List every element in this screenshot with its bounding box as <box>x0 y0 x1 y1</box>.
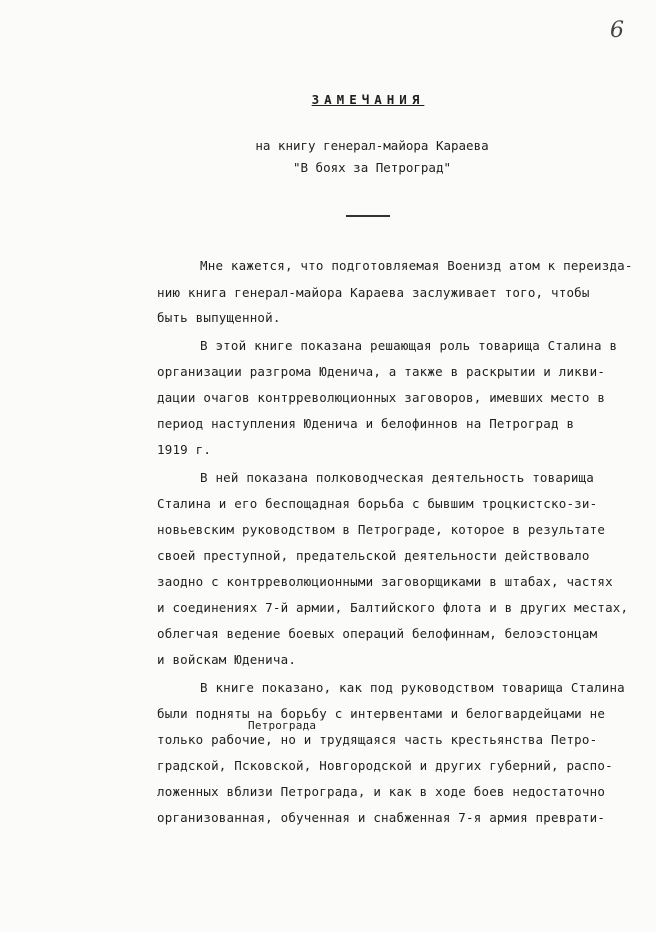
body-line: 1919 г. <box>157 442 212 457</box>
body-line: облегчая ведение боевых операций белофиннам, белоэстонцам <box>157 626 598 641</box>
body-line: градской, Псковской, Новгородской и других губерний, распо- <box>157 758 613 773</box>
body-line: В этой книге показана решающая роль товарища Сталина в <box>200 338 618 353</box>
body-line: В книге показано, как под руководством товарища Сталина <box>200 680 625 695</box>
subtitle-line-2: "В боях за Петроград" <box>292 160 452 175</box>
body-line: ложенных вблизи Петрограда, и как в ходе боев недостаточно <box>157 784 606 799</box>
body-line: быть выпущенной. <box>157 310 281 325</box>
subtitle-line-1: на книгу генерал-майора Караева <box>255 138 489 153</box>
body-line: дации очагов контрреволюционных заговоров, имевших место в <box>157 390 606 405</box>
body-line: В ней показана полководческая деятельность товарища <box>200 470 595 485</box>
separator-rule <box>346 215 390 217</box>
body-line: новьевским руководством в Петрограде, которое в результате <box>157 522 606 537</box>
handwritten-insertion: Петрограда <box>248 719 317 732</box>
body-line: только рабочие, но и трудящаяся часть крестьянства Петро- <box>157 732 598 747</box>
body-line: Мне кажется, что подготовляемая Военизд атом к переизда- <box>200 258 633 273</box>
body-line: своей преступной, предательской деятельности действовало <box>157 548 590 563</box>
body-line: организованная, обученная и снабженная 7-я армия преврати- <box>157 810 606 825</box>
document-title: ЗАМЕЧАНИЯ <box>311 92 425 107</box>
body-line: были подняты на борьбу с интервентами и белогвардейцами не <box>157 706 606 721</box>
body-line: и соединениях 7-й армии, Балтийского флота и в других местах, <box>157 600 629 615</box>
page-number: 6 <box>610 18 624 43</box>
body-line: заодно с контрреволюционными заговорщиками в штабах, частях <box>157 574 613 589</box>
body-line: нию книга генерал-майора Караева заслуживает того, чтобы <box>157 285 590 300</box>
body-line: период наступления Юденича и белофиннов на Петроград в <box>157 416 575 431</box>
body-line: Сталина и его беспощадная борьба с бывшим троцкистско-зи- <box>157 496 598 511</box>
body-line: организации разгрома Юденича, а также в раскрытии и ликви- <box>157 364 606 379</box>
body-line: и войскам Юденича. <box>157 652 297 667</box>
